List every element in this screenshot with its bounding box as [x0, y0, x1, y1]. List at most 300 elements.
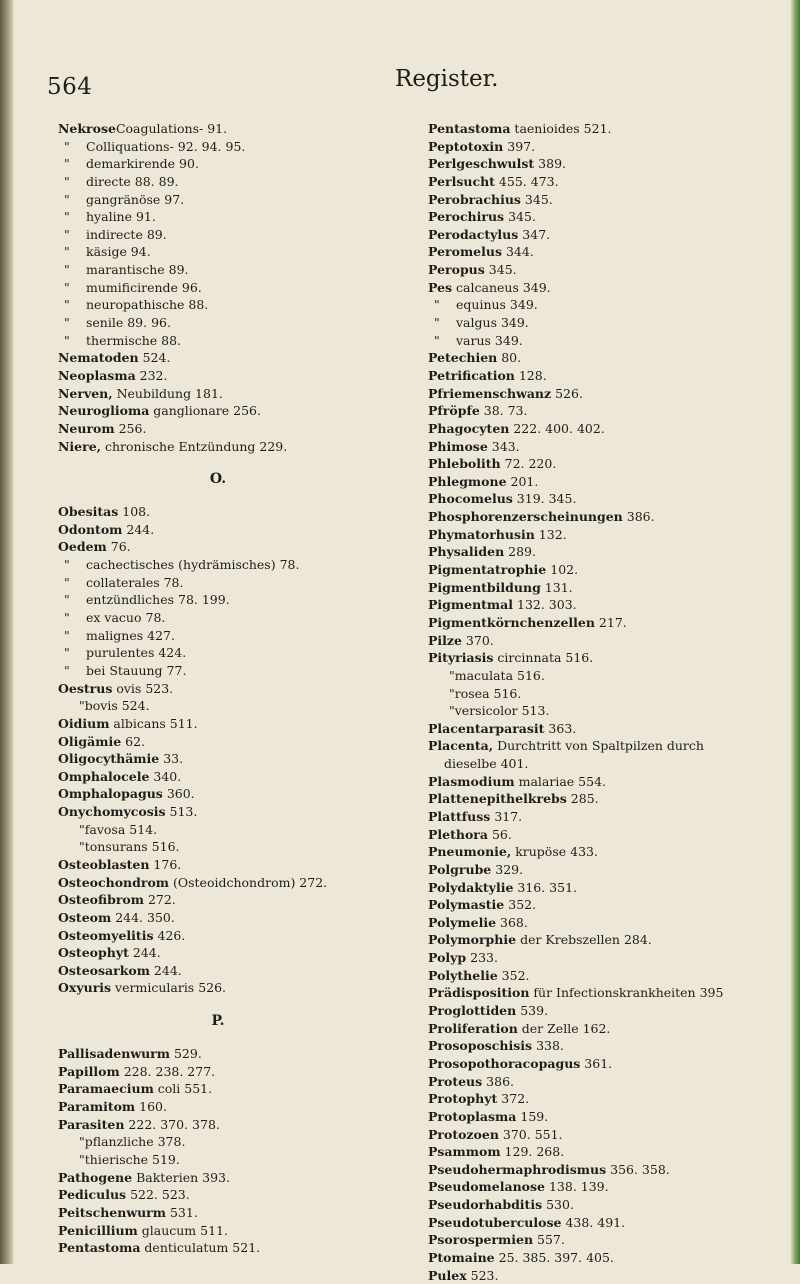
index-term: Oestrus: [58, 680, 113, 696]
index-locators: 256.: [114, 420, 147, 436]
index-term: Pes: [428, 279, 453, 295]
subentry-text: thermische 88.: [86, 332, 182, 348]
index-entry: [58, 891, 378, 909]
index-locators: 76.: [106, 539, 131, 555]
index-locators: 62.: [121, 733, 146, 749]
index-term: Plattenepithelkrebs: [428, 791, 567, 807]
index-entry: [58, 120, 378, 138]
index-term: Plasmodium: [428, 773, 515, 789]
index-term: Phosphorenzerscheinungen: [428, 509, 623, 525]
index-locators: 160.: [135, 1099, 167, 1115]
index-term: Pseudohermaphrodismus: [428, 1161, 607, 1177]
index-term: Phlebolith: [428, 456, 501, 472]
index-entry: [58, 1116, 378, 1134]
index-entry: [58, 733, 378, 751]
index-term: Penicillium: [58, 1222, 138, 1238]
index-term: Peptotoxin: [428, 138, 504, 154]
index-locators: 513.: [165, 804, 198, 820]
index-entry: [58, 1063, 378, 1081]
ditto-mark: ": [64, 662, 70, 678]
index-locators: 131.: [540, 579, 573, 595]
index-entry: [428, 914, 800, 932]
index-locators: 397.: [503, 138, 536, 154]
index-entry: [428, 843, 800, 861]
index-term: Polythelie: [428, 967, 498, 983]
index-locators: 128.: [514, 367, 547, 383]
index-locators: 232.: [135, 367, 168, 383]
index-term: Prosoposchisis: [428, 1038, 533, 1054]
index-term: Perochirus: [428, 209, 505, 225]
index-term: Phocomelus: [428, 491, 513, 507]
index-term: Phymatorhusin: [428, 526, 535, 542]
index-locators: 524.: [138, 350, 171, 366]
index-entry: [428, 1196, 800, 1214]
subentry-text: bovis 524.: [84, 698, 150, 714]
subentry-text: senile 89. 96.: [86, 315, 171, 331]
index-locators: 530.: [542, 1197, 574, 1213]
index-entry: [428, 720, 800, 738]
index-entry: [428, 984, 800, 1002]
index-locators: 345.: [504, 209, 536, 225]
index-subentry: [58, 226, 378, 244]
index-entry: [58, 979, 378, 997]
ditto-mark: ": [449, 703, 455, 719]
index-locators: 222. 400. 402.: [509, 420, 605, 436]
index-term: Polydaktylie: [428, 879, 514, 895]
index-entry: [428, 1267, 800, 1284]
index-term: Paramitom: [58, 1099, 136, 1115]
index-entry: [428, 1055, 800, 1073]
index-term: Pallisadenwurm: [58, 1046, 170, 1062]
index-term: Protozoen: [428, 1126, 499, 1142]
index-subentry: [58, 208, 378, 226]
index-entry: [428, 543, 800, 561]
index-locators: glaucum 511.: [137, 1222, 228, 1238]
ditto-mark: ": [64, 592, 70, 608]
index-locators: 345.: [520, 191, 553, 207]
index-entry: [428, 173, 800, 191]
index-entry: [428, 367, 800, 385]
index-continuation: [428, 755, 800, 773]
index-locators: 372.: [497, 1091, 530, 1107]
subentry-text: entzündliches 78. 199.: [86, 592, 230, 608]
ditto-mark: ": [434, 332, 440, 348]
index-entry: [58, 1222, 378, 1240]
subentry-text: versicolor 513.: [454, 703, 550, 719]
index-entry: [428, 490, 800, 508]
index-locators: 176.: [149, 856, 182, 872]
index-entry: [428, 790, 800, 808]
index-entry: [58, 503, 378, 521]
index-entry: [58, 856, 378, 874]
index-subentry: [428, 702, 800, 720]
index-entry: [58, 438, 378, 456]
index-term: Petechien: [428, 350, 498, 366]
index-subentry: [58, 821, 378, 839]
index-locators: denticulatum 521.: [140, 1240, 261, 1256]
index-entry: [428, 191, 800, 209]
index-term: Polymastie: [428, 897, 505, 913]
index-entry: [428, 632, 800, 650]
index-term: Polymorphie: [428, 932, 517, 948]
index-locators: 352.: [504, 897, 537, 913]
index-subentry: [58, 155, 378, 173]
index-subentry: [58, 609, 378, 627]
ditto-mark: ": [79, 821, 85, 837]
index-term: Pentastoma: [58, 1240, 141, 1256]
index-subentry: [428, 667, 800, 685]
index-term: Pigmentatrophie: [428, 562, 547, 578]
ditto-mark: ": [64, 557, 70, 573]
index-locators: (Osteoidchondrom) 272.: [169, 874, 328, 890]
index-term: Phagocyten: [428, 420, 510, 436]
index-term: Osteochondrom: [58, 874, 170, 890]
index-locators: 33.: [159, 751, 184, 767]
index-term: Omphalopagus: [58, 786, 163, 802]
index-locators: 361.: [580, 1055, 613, 1071]
index-locators: Neubildung 181.: [112, 385, 223, 401]
index-entry: [428, 155, 800, 173]
index-entry: [428, 1178, 800, 1196]
subentry-text: malignes 427.: [86, 627, 175, 643]
index-entry: [58, 927, 378, 945]
subentry-text: maculata 516.: [454, 667, 545, 683]
ditto-mark: ": [79, 698, 85, 714]
index-locators: 159.: [516, 1108, 549, 1124]
index-term: Parasiten: [58, 1116, 125, 1132]
index-entry: [58, 803, 378, 821]
ditto-mark: ": [64, 173, 70, 189]
index-locators: 129. 268.: [500, 1144, 565, 1160]
index-entry: [428, 1143, 800, 1161]
ditto-mark: ": [434, 315, 440, 331]
index-locators: chronische Entzündung 229.: [101, 438, 288, 454]
subentry-text: hyaline 91.: [86, 209, 156, 225]
index-locators: 102.: [546, 562, 579, 578]
ditto-mark: ": [79, 839, 85, 855]
index-entry: [58, 1169, 378, 1187]
index-term: Oidium: [58, 715, 110, 731]
index-term: Osteoblasten: [58, 856, 150, 872]
index-entry: [428, 649, 800, 667]
index-term: Psorospermien: [428, 1232, 534, 1248]
index-entry: [428, 243, 800, 261]
index-entry: [428, 808, 800, 826]
index-term: Perlgeschwulst: [428, 156, 535, 172]
index-term: Pigmentbildung: [428, 579, 541, 595]
index-term: Osteofibrom: [58, 892, 144, 908]
index-term: Proglottiden: [428, 1003, 517, 1019]
index-term: Pseudotuberculose: [428, 1214, 562, 1230]
index-locators: 338.: [532, 1038, 564, 1054]
index-column-left: [58, 120, 378, 1257]
subentry-text: marantische 89.: [86, 262, 189, 278]
index-term: Placenta,: [428, 738, 494, 754]
index-locators: 132. 303.: [513, 597, 577, 613]
index-locators: krupöse 433.: [511, 844, 598, 860]
subentry-text: cachectisches (hydrämisches) 78.: [86, 557, 300, 573]
index-locators: 233.: [466, 950, 498, 966]
index-term: Neurom: [58, 420, 115, 436]
ditto-mark: ": [449, 685, 455, 701]
index-entry: [428, 402, 800, 420]
index-locators: 522. 523.: [126, 1187, 190, 1203]
index-term: Placentarparasit: [428, 720, 545, 736]
subentry-text: collaterales 78.: [86, 574, 184, 590]
index-entry: [428, 579, 800, 597]
index-locators: malariae 554.: [514, 773, 607, 789]
page-edge-left: [0, 0, 14, 1264]
ditto-mark: ": [64, 645, 70, 661]
index-entry: [428, 1073, 800, 1091]
index-entry: [428, 279, 800, 297]
index-entry: [428, 1037, 800, 1055]
subentry-text: käsige 94.: [86, 244, 151, 260]
index-locators: 244.: [128, 945, 161, 961]
index-locators: 244.: [122, 521, 155, 537]
index-term: Oligämie: [58, 733, 122, 749]
index-locators: 389.: [534, 156, 567, 172]
index-entry: [58, 420, 378, 438]
index-term: Papillom: [58, 1063, 120, 1079]
index-term: Physaliden: [428, 544, 505, 560]
index-subentry: [58, 332, 378, 350]
ditto-mark: ": [64, 226, 70, 242]
index-entry: [428, 1231, 800, 1249]
index-subentry: [58, 279, 378, 297]
index-entry: [58, 909, 378, 927]
index-locators: Bakterien 393.: [132, 1169, 230, 1185]
index-entry: [428, 773, 800, 791]
index-term: Perlsucht: [428, 173, 495, 189]
index-entry: [428, 931, 800, 949]
index-locators: 317.: [490, 808, 523, 824]
index-term: Nematoden: [58, 350, 139, 366]
ditto-mark: ": [79, 1134, 85, 1150]
index-locators: 228. 238. 277.: [119, 1063, 216, 1079]
index-locators: 529.: [170, 1046, 202, 1062]
index-subentry: [58, 574, 378, 592]
index-entry: [58, 538, 378, 556]
index-term: Protophyt: [428, 1091, 498, 1107]
index-locators: 345.: [484, 262, 517, 278]
index-locators: 360.: [162, 786, 195, 802]
index-subentry: [58, 1151, 378, 1169]
index-subentry: [58, 556, 378, 574]
index-term: Peromelus: [428, 244, 502, 260]
index-locators: 244. 350.: [111, 909, 175, 925]
ditto-mark: ": [64, 332, 70, 348]
index-entry: [428, 1108, 800, 1126]
section-gap: [58, 489, 378, 503]
index-entry: [428, 261, 800, 279]
index-entry: [58, 1186, 378, 1204]
index-entry: [58, 1239, 378, 1257]
index-entry: [428, 420, 800, 438]
index-term: Osteom: [58, 909, 112, 925]
index-entry: [428, 1126, 800, 1144]
index-term: Osteophyt: [58, 945, 129, 961]
subentry-text: demarkirende 90.: [86, 156, 199, 172]
index-entry: [58, 874, 378, 892]
index-entry: [428, 826, 800, 844]
ditto-mark: ": [64, 191, 70, 207]
index-term: Plethora: [428, 826, 488, 842]
index-entry: [428, 737, 800, 755]
index-term: Pathogene: [58, 1169, 133, 1185]
index-term: Polgrube: [428, 861, 492, 877]
subentry-text: varus 349.: [456, 332, 523, 348]
index-locators: 108.: [118, 504, 151, 520]
index-term: Perobrachius: [428, 191, 521, 207]
index-subentry: [58, 243, 378, 261]
index-locators: 386.: [622, 509, 655, 525]
index-term: Pediculus: [58, 1187, 127, 1203]
index-term: Plattfuss: [428, 808, 491, 824]
index-entry: [58, 402, 378, 420]
index-locators: 272.: [143, 892, 176, 908]
index-term: Oxyuris: [58, 980, 112, 996]
index-entry: [428, 438, 800, 456]
index-locators: 370. 551.: [498, 1126, 563, 1142]
index-entry: [58, 1080, 378, 1098]
index-term: Neuroglioma: [58, 403, 150, 419]
index-locators: für Infectionskrankheiten 395: [529, 985, 724, 1001]
index-locators: 80.: [497, 350, 522, 366]
index-subentry: [58, 838, 378, 856]
index-term: Prädisposition: [428, 985, 530, 1001]
index-term: Prosopothoracopagus: [428, 1055, 581, 1071]
index-locators: Coagulations- 91.: [115, 121, 228, 136]
index-locators: 438. 491.: [561, 1214, 626, 1230]
index-entry: [428, 596, 800, 614]
index-subentry: [58, 296, 378, 314]
index-locators: 289.: [504, 544, 536, 560]
index-term: Niere,: [58, 438, 102, 454]
index-subentry: [58, 314, 378, 332]
index-entry: [428, 1214, 800, 1232]
index-entry: [58, 962, 378, 980]
index-term: Osteosarkom: [58, 962, 150, 978]
index-term: Pigmentmal: [428, 597, 514, 613]
index-entry: [58, 367, 378, 385]
index-locators: 340.: [149, 768, 182, 784]
index-term: Pneumonie,: [428, 844, 512, 860]
index-subentry: [58, 627, 378, 645]
page-number: 564: [47, 74, 93, 100]
index-locators: 455. 473.: [494, 173, 559, 189]
index-term: Peitschenwurm: [58, 1204, 166, 1220]
index-term: Neoplasma: [58, 367, 136, 383]
index-subentry: [428, 685, 800, 703]
subentry-text: gangränöse 97.: [86, 191, 185, 207]
index-subentry: [58, 191, 378, 209]
index-locators: 72. 220.: [500, 456, 557, 472]
subentry-text: pflanzliche 378.: [84, 1134, 186, 1150]
section-letter: O.: [209, 471, 227, 488]
index-locators: circinnata 516.: [493, 650, 594, 666]
ditto-mark: ": [64, 297, 70, 313]
index-locators: 222. 370. 378.: [124, 1116, 220, 1132]
index-term: Proliferation: [428, 1020, 518, 1036]
index-term: Phlegmone: [428, 473, 507, 489]
index-locators: 426.: [153, 927, 186, 943]
index-entry: [428, 120, 800, 138]
ditto-mark: ": [64, 627, 70, 643]
index-entry: [58, 1204, 378, 1222]
index-term: Pseudorhabditis: [428, 1197, 543, 1213]
ditto-mark: ": [64, 209, 70, 225]
index-term: Petrification: [428, 367, 515, 383]
index-locators: albicans 511.: [109, 715, 198, 731]
index-entry: [58, 785, 378, 803]
index-term: Proteus: [428, 1073, 483, 1089]
index-term: Pulex: [428, 1267, 467, 1283]
subentry-text: tonsurans 516.: [84, 839, 180, 855]
index-entry: [428, 614, 800, 632]
subentry-text: mumificirende 96.: [86, 279, 202, 295]
index-entry: [428, 526, 800, 544]
index-locators: 523.: [466, 1267, 499, 1283]
index-entry: [428, 349, 800, 367]
index-locators: 244.: [149, 962, 182, 978]
index-entry: [428, 879, 800, 897]
subentry-text: valgus 349.: [456, 315, 529, 331]
index-entry: [428, 1161, 800, 1179]
index-locators: vermicularis 526.: [111, 980, 227, 996]
index-locators: coli 551.: [153, 1081, 213, 1097]
index-locators: 316. 351.: [513, 879, 578, 895]
index-locators: 531.: [165, 1204, 198, 1220]
index-entry: [428, 508, 800, 526]
subentry-text: bei Stauung 77.: [86, 662, 187, 678]
index-locators: calcaneus 349.: [452, 279, 551, 295]
index-entry: [428, 861, 800, 879]
index-term: Phimose: [428, 438, 488, 454]
running-head: Register.: [395, 66, 499, 92]
ditto-mark: ": [64, 138, 70, 154]
index-term: Osteomyelitis: [58, 927, 154, 943]
ditto-mark: ": [64, 156, 70, 172]
ditto-mark: ": [64, 315, 70, 331]
index-locators: 132.: [534, 526, 567, 542]
index-term: Pfriemenschwanz: [428, 385, 552, 401]
subentry-text: equinus 349.: [456, 297, 538, 313]
index-subentry: [58, 173, 378, 191]
ditto-mark: ": [64, 610, 70, 626]
subentry-text: neuropathische 88.: [86, 297, 209, 313]
subentry-text: thierische 519.: [84, 1151, 180, 1167]
ditto-mark: ": [64, 279, 70, 295]
index-term: Pityriasis: [428, 650, 494, 666]
index-locators: 344.: [502, 244, 534, 260]
index-entry: [428, 208, 800, 226]
index-entry: [58, 349, 378, 367]
index-locators: 217.: [594, 614, 627, 630]
index-locators: 329.: [491, 861, 524, 877]
index-subentry: [58, 591, 378, 609]
index-entry: [428, 455, 800, 473]
continuation-text: dieselbe 401.: [444, 756, 529, 772]
index-entry: [428, 1090, 800, 1108]
index-entry: [428, 896, 800, 914]
index-locators: 343.: [487, 438, 520, 454]
index-term: Psammom: [428, 1144, 501, 1160]
index-entry: [428, 1002, 800, 1020]
subentry-text: favosa 514.: [84, 821, 158, 837]
index-entry: [58, 750, 378, 768]
index-locators: ganglionare 256.: [149, 403, 261, 419]
